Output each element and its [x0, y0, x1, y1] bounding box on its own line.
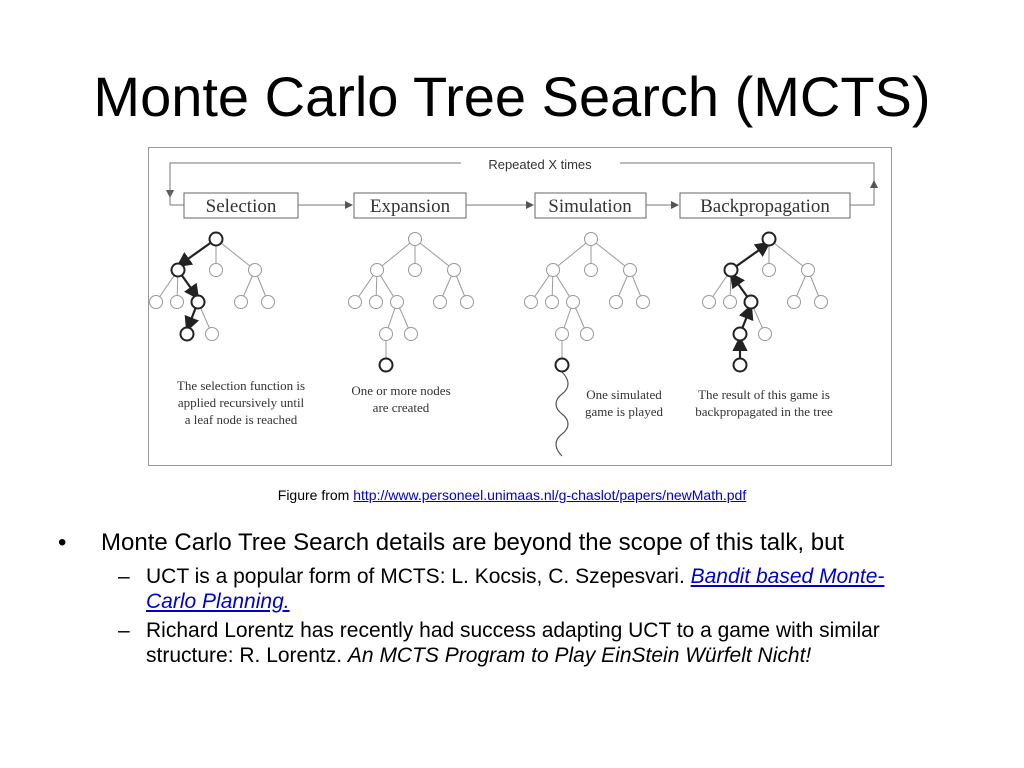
tree-node: [759, 328, 772, 341]
sub1-text: UCT is a popular form of MCTS: L. Kocsis, C. Szepesvari.: [146, 565, 691, 588]
tree-node: [556, 359, 569, 372]
tree-node: [724, 296, 737, 309]
bullet-main-text: Monte Carlo Tree Search details are beyond the scope of this talk, but: [101, 529, 845, 556]
step-caption-line: The result of this game is: [698, 387, 830, 402]
step-caption-line: One or more nodes: [351, 383, 451, 398]
step-caption-line: a leaf node is reached: [184, 412, 298, 427]
step-caption-line: backpropagated in the tree: [695, 404, 833, 419]
tree-node: [725, 264, 738, 277]
step-label-simulation: Simulation: [548, 196, 632, 217]
tree-node: [546, 296, 559, 309]
repeat-label: Repeated X times: [488, 157, 592, 172]
step-caption-line: One simulated: [586, 387, 662, 402]
figure-caption: [0, 486, 1024, 504]
tree-node: [380, 359, 393, 372]
tree-node: [734, 359, 747, 372]
dash-1: –: [118, 565, 130, 588]
tree-node: [745, 296, 758, 309]
tree-node: [525, 296, 538, 309]
tree-node: [235, 296, 248, 309]
tree-node: [763, 233, 776, 246]
step-caption-line: The selection function is: [176, 378, 306, 393]
tree-node: [192, 296, 205, 309]
tree-node: [206, 328, 219, 341]
tree-node: [624, 264, 637, 277]
step-caption-line: are created: [372, 400, 430, 415]
sub1-link-line1[interactable]: Bandit based Monte-: [690, 565, 885, 588]
tree-node: [547, 264, 560, 277]
sub2-line1: Richard Lorentz has recently had success adapting UCT to a game with similar: [146, 619, 880, 642]
step-label-backpropagation: Backpropagation: [700, 196, 830, 217]
tree-node: [172, 264, 185, 277]
sub2-line2-italic: An MCTS Program to Play EinStein Würfelt Nicht!: [347, 644, 812, 667]
sub1-link-line2[interactable]: Carlo Planning.: [146, 590, 290, 613]
caption-prefix: Figure from: [277, 487, 354, 503]
bullet-dot: •: [58, 529, 67, 556]
step-label-expansion: Expansion: [369, 196, 451, 217]
tree-node: [567, 296, 580, 309]
tree-node: [763, 264, 776, 277]
step-caption-line: applied recursively until: [177, 395, 305, 410]
tree-node: [585, 264, 598, 277]
tree-node: [349, 296, 362, 309]
tree-node: [181, 328, 194, 341]
caption-link[interactable]: http://www.personeel.unimaas.nl/g-chaslot/papers/newMath.pdf: [353, 487, 747, 503]
mcts-diagram: [148, 147, 892, 466]
tree-node: [371, 264, 384, 277]
tree-node: [409, 233, 422, 246]
tree-node: [585, 233, 598, 246]
tree-node: [434, 296, 447, 309]
mcts-figure: [148, 147, 892, 466]
tree-node: [448, 264, 461, 277]
tree-node: [461, 296, 474, 309]
tree-node: [734, 328, 747, 341]
tree-node: [391, 296, 404, 309]
tree-node: [788, 296, 801, 309]
tree-node: [409, 264, 422, 277]
tree-node: [637, 296, 650, 309]
slide-title: Monte Carlo Tree Search (MCTS): [93, 65, 931, 128]
tree-node: [556, 328, 569, 341]
tree-node: [380, 328, 393, 341]
tree-node: [370, 296, 383, 309]
tree-node: [610, 296, 623, 309]
tree-node: [171, 296, 184, 309]
dash-2: –: [118, 619, 130, 642]
step-label-selection: Selection: [205, 196, 277, 217]
tree-node: [405, 328, 418, 341]
tree-node: [150, 296, 163, 309]
tree-node: [815, 296, 828, 309]
sub2-line2-text: structure: R. Lorentz.: [146, 644, 348, 667]
tree-node: [802, 264, 815, 277]
tree-node: [210, 233, 223, 246]
tree-node: [262, 296, 275, 309]
tree-node: [703, 296, 716, 309]
tree-node: [249, 264, 262, 277]
step-caption-line: game is played: [585, 404, 663, 419]
tree-node: [210, 264, 223, 277]
tree-node: [581, 328, 594, 341]
